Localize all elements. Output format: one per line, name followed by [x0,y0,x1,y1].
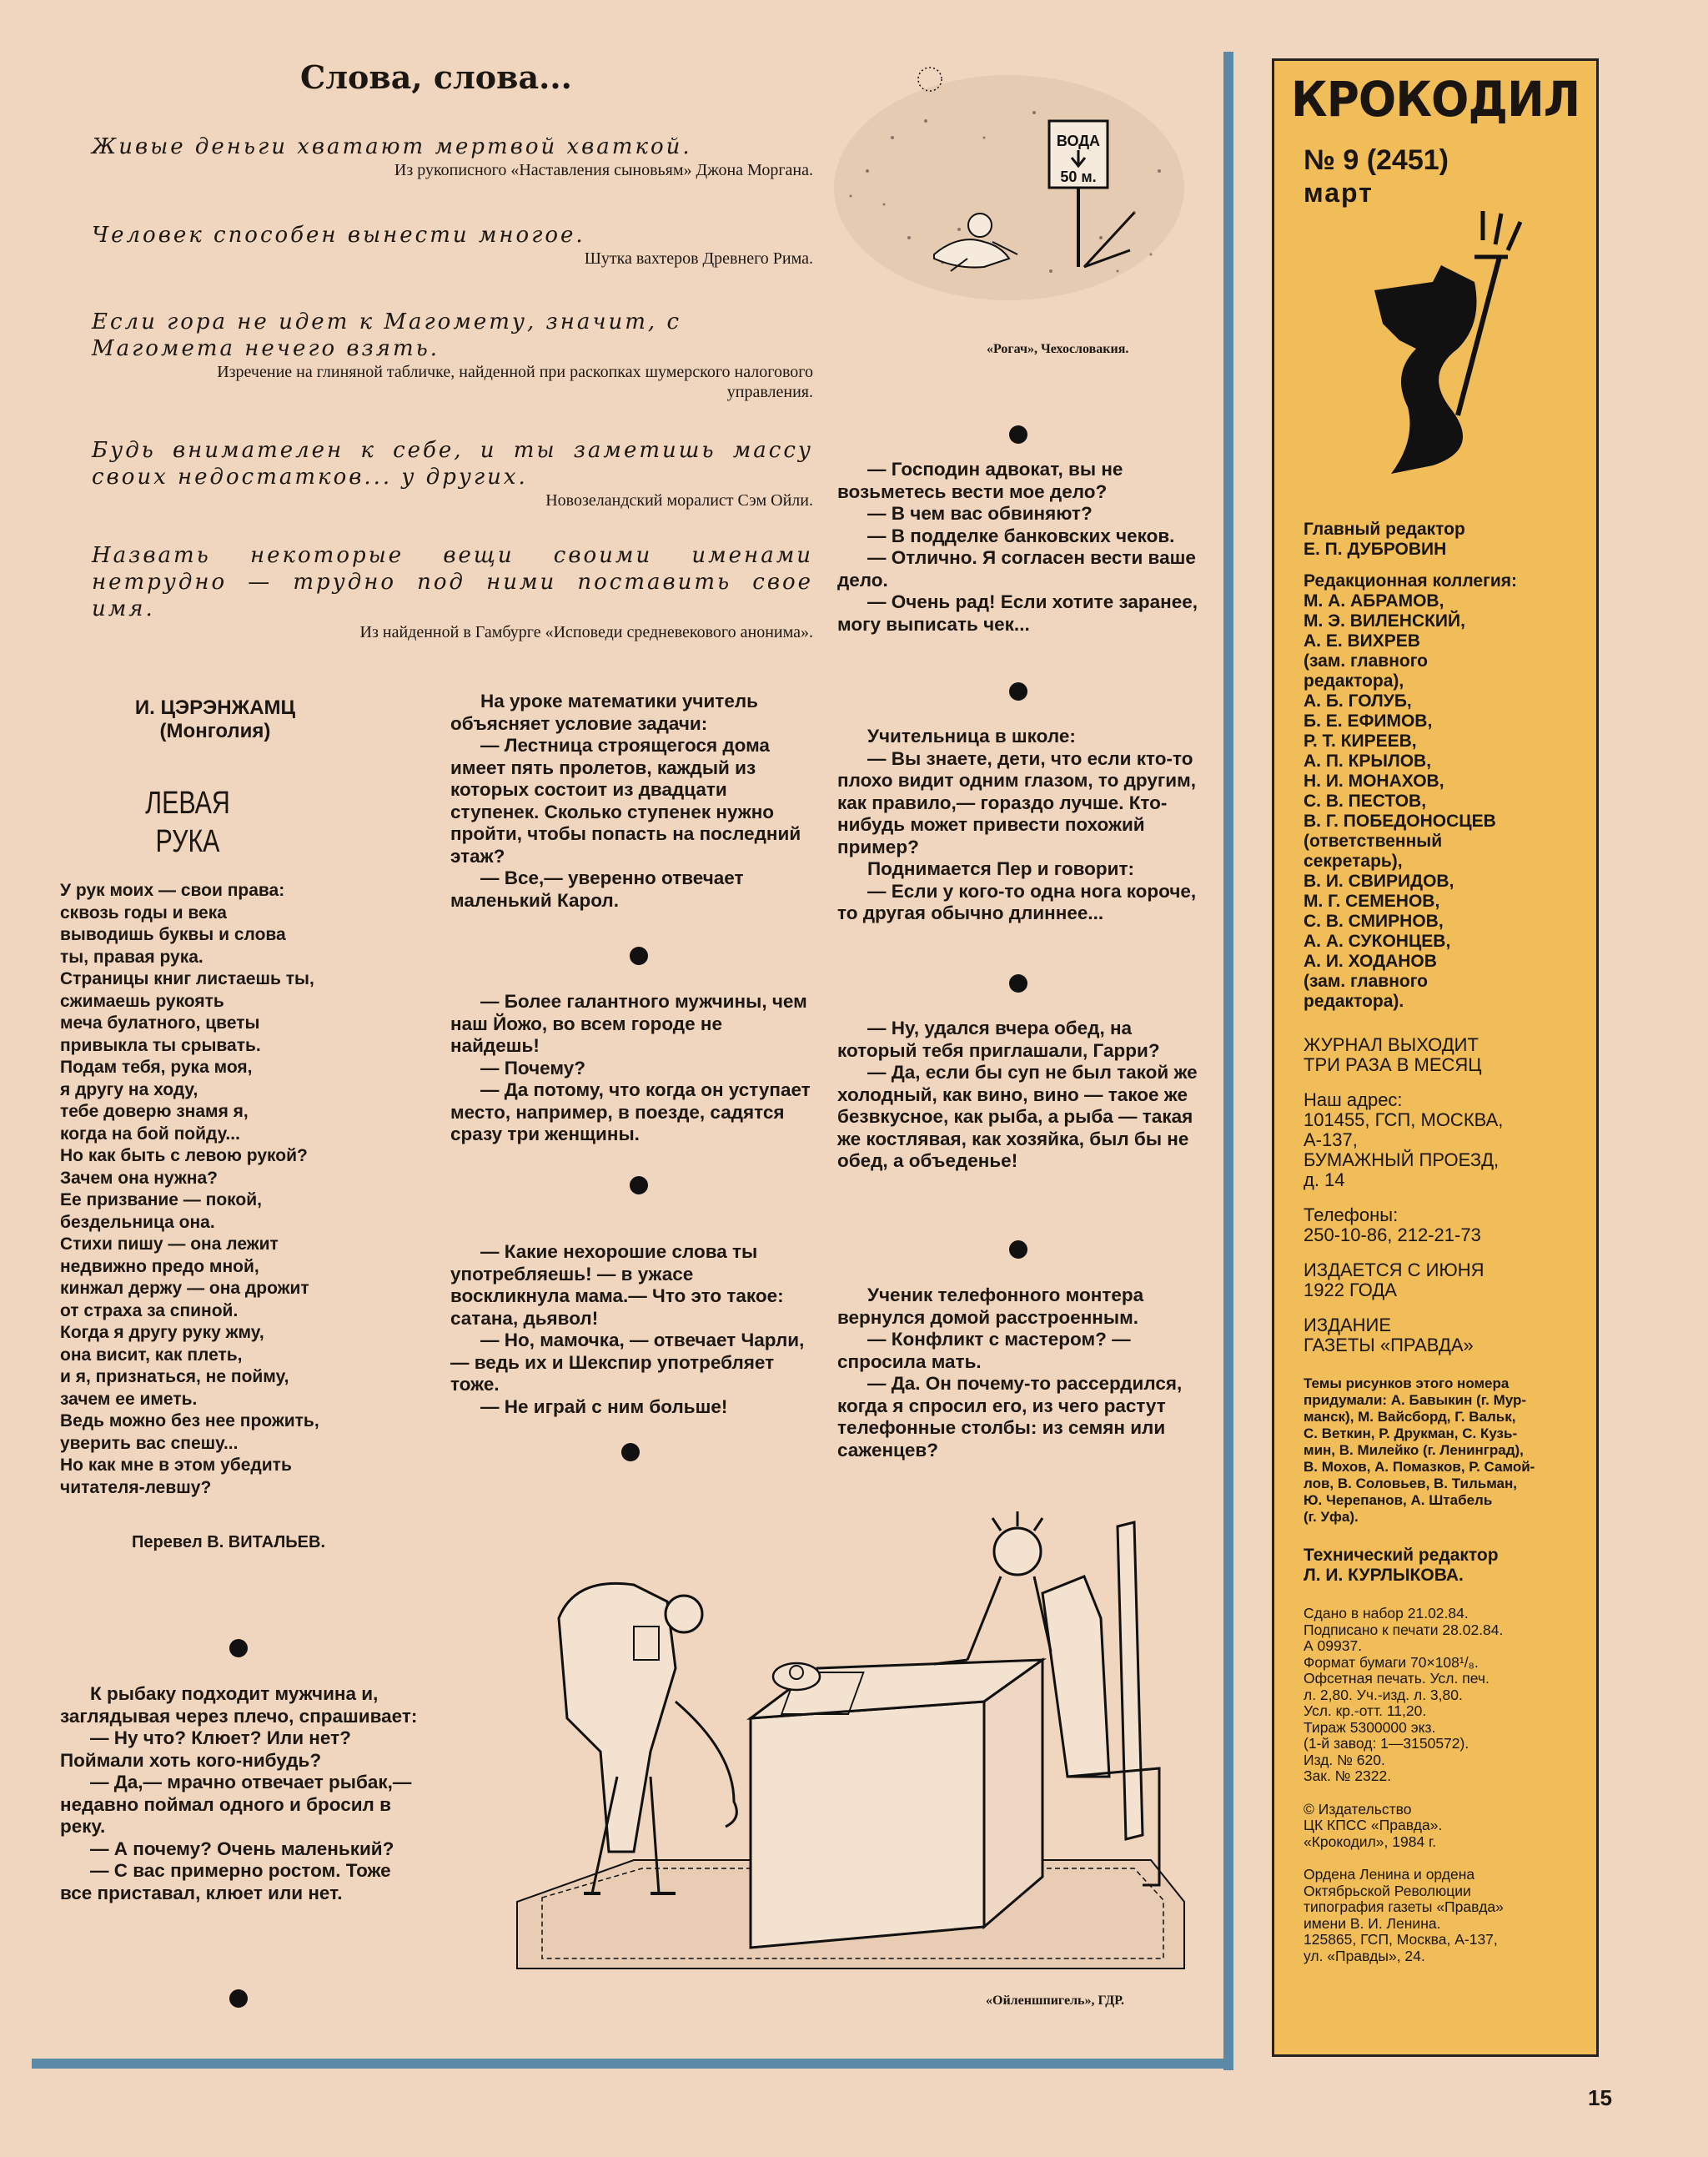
crocodile-logo-icon [1358,207,1525,486]
print-line: Тираж 5300000 экз. [1304,1718,1436,1736]
board-member: М. Г. СЕМЕНОВ, [1304,892,1440,911]
quote-source: Шутка вахтеров Древнего Рима. [584,249,813,268]
separator-dot [621,1443,640,1461]
joke-teacher [837,726,1198,925]
print-line: Подписано к печати 28.02.84. [1304,1621,1504,1638]
poem-line: привыкла ты срывать. [60,1035,261,1055]
joke-gallant [450,991,811,1146]
board-member: Б. Е. ЕФИМОВ, [1304,711,1433,731]
poem-line: она висит, как плеть, [60,1345,243,1365]
copyright-line: © Издательство [1304,1800,1412,1818]
poem-line: Зачем она нужна? [60,1168,218,1188]
phone-line: 250-10-86, 212-21-73 [1304,1224,1481,1245]
address-line: БУМАЖНЫЙ ПРОЕЗД, [1304,1149,1500,1170]
board-member: А. Е. ВИХРЕВ [1304,631,1420,651]
blue-horizontal-rule [32,2059,1233,2069]
poem-line: читателя-левшу? [60,1477,212,1497]
joke-paragraph: — С вас примерно ростом. Тоже все приставал, клюет или нет. [60,1860,391,1903]
joke-paragraph: — В подделке банковских чеков. [867,525,1175,546]
poem-line: уверить вас спешу... [60,1433,239,1453]
tech-name: Л. И. КУРЛЫКОВА. [1304,1566,1464,1585]
address-line: 101455, ГСП, МОСКВА, [1304,1109,1504,1130]
board-list [1304,591,1587,1012]
copyright [1304,1802,1587,1851]
board-member: секретарь), [1304,852,1403,871]
joke-paragraph: — Отлично. Я согласен вести ваше дело. [837,547,1196,591]
themes-line: манск), М. Вайсборд, Г. Вальк, [1304,1409,1516,1425]
cartoon1-caption: «Рогач», Чехословакия. [987,342,1129,356]
poem-line: недвижно предо мной, [60,1256,259,1276]
publisher [1304,1315,1587,1355]
board-member: М. Э. ВИЛЕНСКИЙ, [1304,611,1465,631]
cartoon-digging [834,63,1193,329]
poem-line: меча булатного, цветы [60,1013,260,1033]
poem-author [90,696,340,743]
joke-paragraph: — Вы знаете, дети, что если кто-то плохо видит одним глазом, то другим, как правило,— гораздо лучше. Кто-нибудь может привести похожий пример? [837,747,1196,857]
poem-author-name: И. ЦЭРЭНЖАМЦ [134,696,296,719]
board-member: (ответственный [1304,832,1443,851]
poem-body [60,880,360,1499]
joke-paragraph: — Если у кого-то одна нога короче, то другая обычно длиннее... [837,880,1197,923]
separator-dot [630,947,648,965]
joke-paragraph: — Почему? [480,1057,585,1078]
printer-line: типография газеты «Правда» [1304,1898,1504,1915]
page-number: 15 [1588,2085,1612,2110]
board-member: редактора), [1304,671,1404,691]
poem-line: кинжал держу — она дрожит [60,1279,309,1298]
board-member: (зам. главного [1304,972,1428,991]
poem-title-line1: ЛЕВАЯ [145,786,230,821]
copyright-line: ЦК КПСС «Правда». [1304,1817,1443,1833]
frequency [1304,1035,1587,1075]
address-line: Наш адрес: [1304,1089,1403,1110]
poem-line: зачем ее иметь. [60,1389,198,1409]
board-member: А. И. ХОДАНОВ [1304,952,1437,971]
board-label: Редакционная коллегия: [1304,571,1517,591]
board-member: А. А. СУКОНЦЕВ, [1304,932,1451,951]
themes-line: (г. Уфа). [1304,1509,1359,1525]
tech-label: Технический редактор [1304,1546,1499,1565]
poem-title-line2: РУКА [155,824,220,859]
joke-paragraph: — В чем вас обвиняют? [867,503,1093,524]
since-line: ИЗДАЕТСЯ С ИЮНЯ [1304,1260,1484,1280]
joke-paragraph: Поднимается Пер и говорит: [867,858,1134,879]
board-member: С. В. СМИРНОВ, [1304,912,1444,931]
sign-text-2: 50 м. [1060,168,1097,185]
cartoon2-caption: «Ойленшпигель», ГДР. [986,1994,1125,2008]
joke-charlie [450,1241,811,1418]
joke-paragraph: — Да, если бы суп не был такой же холодный, как вино, вино — такое же безвкусное, как рыба, а рыба — такая же костлявая, как хозяйка, был бы не обед, а объеденье! [837,1062,1198,1171]
frequency-line: ЖУРНАЛ ВЫХОДИТ [1304,1034,1479,1055]
joke-paragraph: Ученик телефонного монтера вернулся домой расстроенным. [837,1285,1144,1328]
address [1304,1090,1587,1190]
copyright-line: «Крокодил», 1984 г. [1304,1833,1437,1850]
joke-paragraph: — Но, мамочка, — отвечает Чарли,— ведь их и Шекспир употребляет тоже. [450,1330,805,1395]
joke-paragraph: — Не играй с ним больше! [480,1395,728,1417]
board-member: А. П. КРЫЛОВ, [1304,752,1432,771]
separator-dot [229,1989,248,2008]
poem-line: когда на бой пойду... [60,1124,240,1144]
poem-line: я другу на ходу, [60,1079,198,1099]
joke-paragraph: — Да. Он почему-то рассердился, когда я спросил его, из чего растут телефонные столбы: из семян или саженцев? [837,1373,1183,1461]
board-member: Р. Т. КИРЕЕВ, [1304,732,1417,751]
joke-paragraph: — Более галантного мужчины, чем наш Йожо, во всем городе не найдешь! [450,991,807,1056]
print-line: Сдано в набор 21.02.84. [1304,1605,1469,1622]
chief-name: Е. П. ДУБРОВИН [1304,540,1447,559]
printer [1304,1867,1587,1964]
printer-line: 125865, ГСП, Москва, А-137, [1304,1931,1498,1948]
joke-paragraph: — Какие нехорошие слова ты употребляешь! — в ужасе воскликнула мама.— Что это такое: сатана, дьявол! [450,1241,784,1329]
quote-text: Будь внимателен к себе, и ты заметишь массу своих недостатков... у других. [92,438,813,490]
sidebar-imprint [1272,58,1599,2057]
poem-line: от страха за спиной. [60,1300,239,1320]
separator-dot [1009,682,1027,701]
poem-line: тебе доверю знамя я, [60,1102,249,1121]
poem-line: сквозь годы и века [60,903,227,923]
print-line: Изд. № 620. [1304,1751,1385,1768]
cartoon-office-illustration [467,1501,1193,2002]
joke-paragraph: На уроке математики учитель объясняет условие задачи: [450,691,758,734]
print-line: Зак. № 2322. [1304,1767,1392,1784]
quote-text: Если гора не идет к Магомету, значит, с Магомета нечего взять. [92,309,682,361]
joke-paragraph: — Все,— уверенно отвечает маленький Карол. [450,867,744,911]
printer-line: Ордена Ленина и ордена [1304,1866,1475,1883]
quote-text: Назвать некоторые вещи своими именами нетрудно — трудно под ними поставить свое имя. [92,543,813,621]
poem-line: Когда я другу руку жму, [60,1323,264,1342]
board-member: С. В. ПЕСТОВ, [1304,792,1427,811]
joke-paragraph: — Да,— мрачно отвечает рыбак,— недавно поймал одного и бросил в реку. [60,1772,412,1837]
separator-dot [1009,425,1027,444]
quotes-section [92,133,813,642]
joke-paragraph: — Ну, удался вчера обед, на который тебя приглашали, Гарри? [837,1018,1160,1061]
themes-line: С. Веткин, Р. Друкман, С. Кузь- [1304,1425,1518,1441]
print-line: (1-й завод: 1—3150572). [1304,1735,1469,1752]
cartoon-digging-illustration [834,63,1193,329]
print-details [1304,1606,1587,1785]
editor-block [1304,520,1587,1964]
since [1304,1260,1587,1300]
printer-line: Октябрьской Революции [1304,1882,1471,1899]
separator-dot [1009,974,1027,993]
issue-month: март [1304,178,1374,208]
publisher-line: ИЗДАНИЕ [1304,1315,1392,1335]
poem-line: Стихи пишу — она лежит [60,1234,279,1254]
address-line: А-137, [1304,1129,1358,1150]
themes-line: Ю. Черепанов, А. Штабель [1304,1492,1493,1508]
frequency-line: ТРИ РАЗА В МЕСЯЦ [1304,1054,1482,1075]
joke-dinner [837,1018,1198,1173]
poem-line: и я, признаться, не пойму, [60,1367,289,1386]
poem-line: Страницы книг листаешь ты, [60,969,314,988]
joke-paragraph: Учительница в школе: [867,726,1076,747]
joke-paragraph: К рыбаку подходит мужчина и, заглядывая через плечо, спрашивает: [60,1683,418,1727]
printer-line: имени В. И. Ленина. [1304,1914,1441,1932]
joke-lawyer [837,459,1198,636]
quote-source: Новозеландский моралист Сэм Ойли. [545,491,813,510]
joke-paragraph: — Господин адвокат, вы не возьметесь вести мое дело? [837,459,1123,502]
poem-title [111,784,264,861]
chief-label: Главный редактор [1304,520,1465,539]
joke-paragraph: — Ну что? Клюет? Или нет? Поймали хоть кого-нибудь? [60,1727,351,1771]
poem-line: Но как мне в этом убедить [60,1456,292,1475]
board-member: В. И. СВИРИДОВ, [1304,872,1454,891]
quote-text: Живые деньги хватают мертвой хваткой. [92,134,692,159]
address-line: д. 14 [1304,1169,1345,1190]
quote-text: Человек способен вынести многое. [92,223,585,248]
quote-source: Из рукописного «Наставления сыновьям» Джона Моргана. [394,161,813,179]
board-member: (зам. главного [1304,651,1428,671]
print-line: Формат бумаги 70×108¹/₈. [1304,1653,1479,1671]
board-member: В. Г. ПОБЕДОНОСЦЕВ [1304,812,1496,831]
themes-line: В. Мохов, А. Помазков, Р. Самой- [1304,1459,1535,1475]
separator-dot [630,1176,648,1194]
publisher-line: ГАЗЕТЫ «ПРАВДА» [1304,1335,1474,1355]
board-member: М. А. АБРАМОВ, [1304,591,1444,611]
logo: КРОКОДИЛ [1291,71,1580,128]
themes-line: мин, В. Милейко (г. Ленинград), [1304,1442,1524,1458]
poem-line: ты, правая рука. [60,947,203,967]
quote-source: Изречение на глиняной табличке, найденной при раскопках шумерского налогового управления. [217,363,813,401]
sign-text-1: ВОДА [1056,133,1101,149]
joke-paragraph: — Да потому, что когда он уступает место, например, в поезде, садятся сразу три женщины. [450,1079,811,1144]
blue-vertical-rule [1223,52,1233,2070]
joke-paragraph: — Очень рад! Если хотите заранее, могу выписать чек... [837,591,1198,635]
board-member: Н. И. МОНАХОВ, [1304,772,1444,791]
joke-math [450,691,811,912]
poem-author-country: (Монголия) [159,720,271,742]
printer-line: ул. «Правды», 24. [1304,1947,1425,1964]
poem-line: Ее призвание — покой, [60,1190,262,1209]
print-line: Офсетная печать. Усл. печ. [1304,1670,1489,1687]
themes-line: придумали: А. Бавыкин (г. Мур- [1304,1392,1527,1408]
themes-line: Темы рисунков этого номера [1304,1375,1510,1391]
poem-line: сжимаешь рукоять [60,991,224,1011]
poem-line: Но как быть с левою рукой? [60,1146,308,1165]
page-title: Слова, слова... [300,58,572,96]
poem-line: У рук моих — свои права: [60,881,285,900]
issue-number: № 9 (2451) [1304,144,1449,176]
joke-paragraph: — Лестница строящегося дома имеет пять пролетов, каждый из которых состоит из двадцати ступенек. Сколько ступенек нужно пройти, чтобы попасть на последний этаж? [450,735,801,867]
since-line: 1922 ГОДА [1304,1280,1397,1300]
separator-dot [1009,1240,1027,1259]
cartoon-office [467,1501,1193,2002]
poem-line: бездельница она. [60,1212,215,1232]
phone-line: Телефоны: [1304,1204,1399,1225]
print-line: А 09937. [1304,1637,1363,1654]
print-line: Усл. кр.-отт. 11,20. [1304,1702,1427,1719]
themes [1304,1375,1587,1526]
separator-dot [229,1639,248,1657]
print-line: л. 2,80. Уч.-изд. л. 3,80. [1304,1686,1463,1703]
phones [1304,1205,1587,1245]
quote-source: Из найденной в Гамбурге «Исповеди средневекового анонима». [359,623,813,641]
joke-fisher [60,1683,420,1904]
joke-paragraph: — Конфликт с мастером? — спросила мать. [837,1329,1131,1372]
poem-line: Ведь можно без нее прожить, [60,1411,319,1430]
board-member: редактора). [1304,992,1404,1011]
joke-paragraph: — А почему? Очень маленький? [90,1838,394,1859]
board-member: А. Б. ГОЛУБ, [1304,691,1412,711]
poem-translator: Перевел В. ВИТАЛЬЕВ. [132,1533,326,1551]
joke-telephone [837,1285,1198,1461]
themes-line: лов, В. Соловьев, В. Тильман, [1304,1476,1517,1491]
poem-line: Подам тебя, рука моя, [60,1058,253,1077]
poem-line: выводишь буквы и слова [60,925,286,944]
